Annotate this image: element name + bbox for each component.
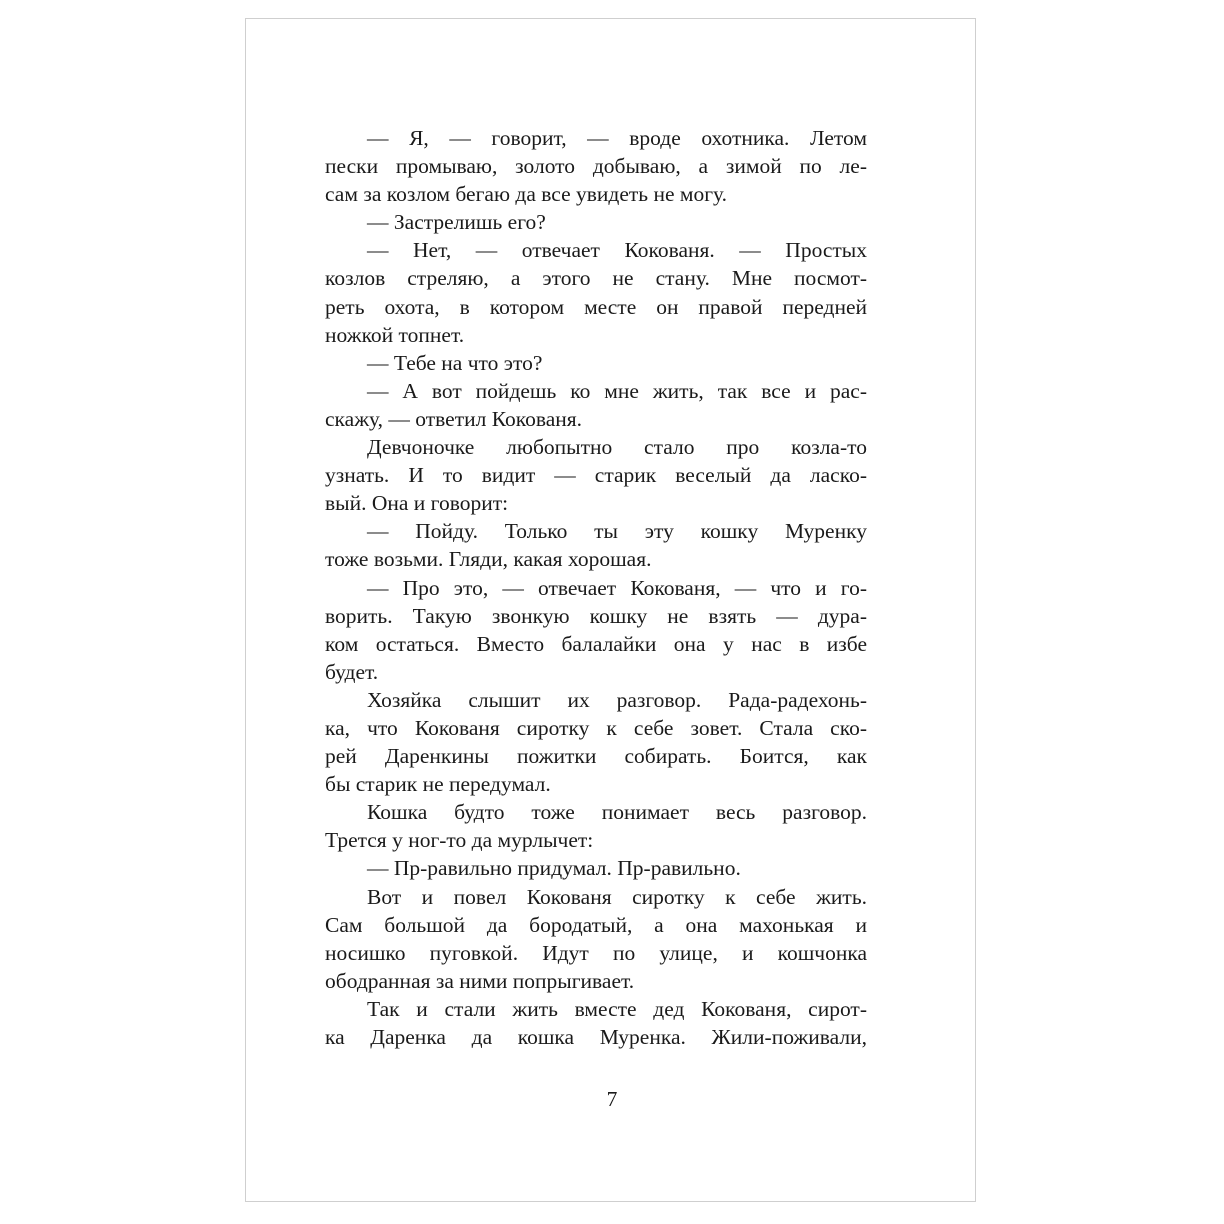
text-line: ножкой топнет. (325, 322, 465, 347)
text-line: ка Даренка да кошка Муренка. Жили-поживали, (325, 1025, 867, 1049)
text-line: Так и стали жить вместе дед Кокованя, сирот- (367, 996, 867, 1021)
text-line: носишко пуговкой. Идут по улице, и кошчонка (325, 940, 867, 965)
text-line: — Тебе на что это? (367, 350, 543, 375)
text-line: козлов стреляю, а этого не стану. Мне посмот- (325, 266, 867, 291)
text-line: тоже возьми. Гляди, какая хорошая. (325, 547, 652, 572)
text-line: рей Даренкины пожитки собирать. Боится, как (325, 744, 867, 769)
text-line: ком остаться. Вместо балалайки она у нас в избе (325, 631, 867, 656)
text-line: Трется у ног-то да мурлычет: (325, 828, 594, 853)
text-line: пески промываю, золото добываю, а зимой по ле- (325, 154, 867, 179)
text-line: вый. Она и говорит: (325, 491, 509, 516)
text-line: — Застрелишь его? (367, 210, 546, 235)
text-line: Хозяйка слышит их разговор. Рада-радехонь- (367, 687, 867, 712)
text-line: будет. (325, 659, 379, 684)
text-line: — Пр-равильно придумал. Пр-равильно. (367, 856, 741, 881)
text-line: Сам большой да бородатый, а она махонькая и (325, 912, 867, 937)
text-line: Девчоночке любопытно стало про козла-то (367, 435, 867, 460)
text-line: — Нет, — отвечает Кокованя. — Простых (367, 238, 867, 263)
text-line: — Я, — говорит, — вроде охотника. Летом (367, 126, 867, 150)
text-line: скажу, — ответил Кокованя. (325, 406, 583, 431)
text-line: бы старик не передумал. (325, 772, 551, 797)
text-line: Вот и повел Кокованя сиротку к себе жить. (367, 884, 867, 909)
text-line: — А вот пойдешь ко мне жить, так все и рас- (367, 378, 867, 403)
page-text (325, 124, 867, 1051)
text-line: Кошка будто тоже понимает весь разговор. (367, 800, 867, 825)
text-line: реть охота, в котором месте он правой передней (325, 294, 867, 319)
text-line: — Пойду. Только ты эту кошку Муренку (367, 519, 867, 544)
page-number: 7 (606, 1087, 618, 1111)
text-line: — Про это, — отвечает Кокованя, — что и го- (367, 575, 867, 600)
text-line: ка, что Кокованя сиротку к себе зовет. Стала ско- (325, 715, 867, 740)
text-line: узнать. И то видит — старик веселый да ласко- (325, 463, 867, 488)
text-line: сам за козлом бегаю да все увидеть не могу. (325, 182, 728, 207)
text-line: ворить. Такую звонкую кошку не взять — дура- (325, 603, 867, 628)
text-line: ободранная за ними попрыгивает. (325, 968, 635, 993)
